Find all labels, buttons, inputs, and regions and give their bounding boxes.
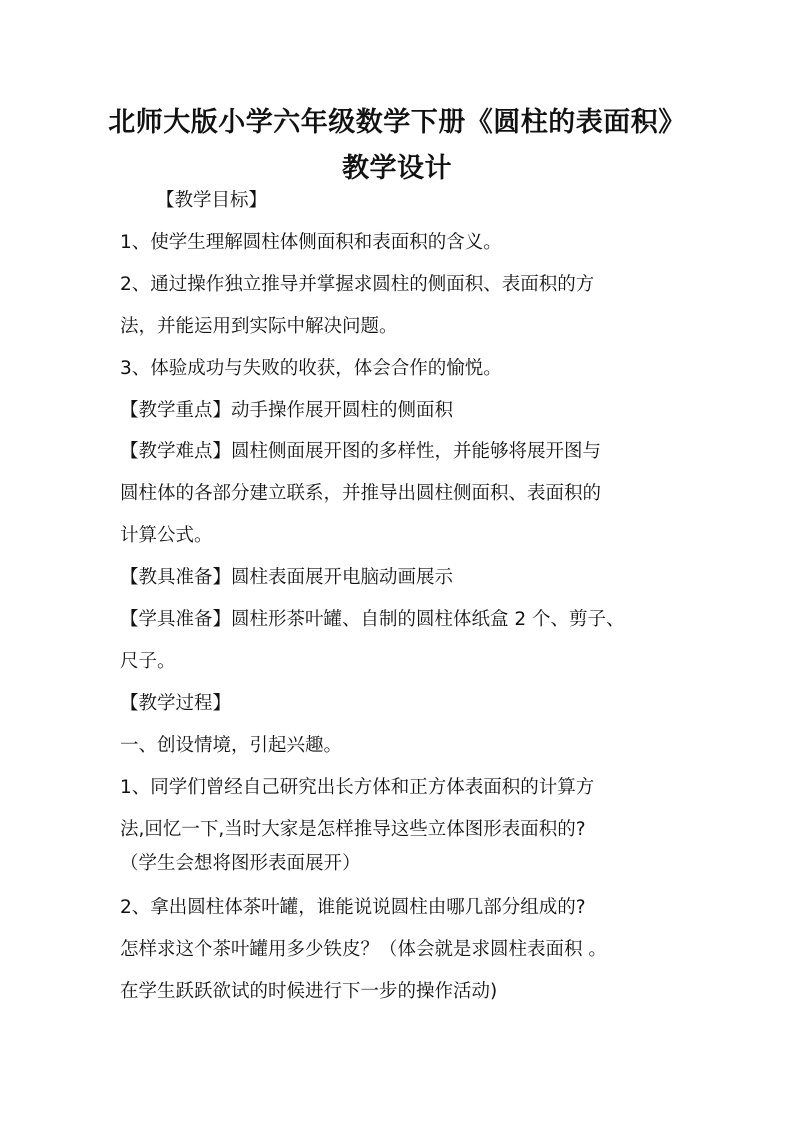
heading-teaching-process: 【教学过程】	[120, 693, 232, 714]
objective-1: 1、使学生理解圆柱体侧面积和表面积的含义。	[120, 232, 502, 253]
objective-3: 3、体验成功与失败的收获，体会合作的愉悦。	[120, 358, 502, 379]
process-item-1-line-1: 1、同学们曾经自己研究出长方体和正方体表面积的计算方	[120, 777, 595, 798]
teaching-difficulty-line-3: 计算公式。	[120, 525, 213, 546]
process-item-2-line-2: 怎样求这个茶叶罐用多少铁皮？（体会就是求圆柱表面积 。	[120, 939, 607, 960]
teaching-difficulty-line-2: 圆柱体的各部分建立联系，并推导出圆柱侧面积、表面积的	[120, 483, 602, 504]
document-title-line-1: 北师大版小学六年级数学下册《圆柱的表面积》	[108, 107, 686, 138]
teaching-aids: 【教具准备】圆柱表面展开电脑动画展示	[120, 567, 454, 588]
teaching-key-point: 【教学重点】动手操作展开圆柱的侧面积	[120, 400, 454, 421]
process-item-2-line-1: 2、拿出圆柱体茶叶罐，谁能说说圆柱由哪几部分组成的?	[120, 897, 586, 918]
heading-teaching-objectives: 【教学目标】	[156, 190, 268, 211]
objective-2-line-1: 2、通过操作独立推导并掌握求圆柱的侧面积、表面积的方	[120, 274, 595, 295]
process-item-1-line-2: 法,回忆一下,当时大家是怎样推导这些立体图形表面积的?	[120, 819, 586, 840]
objective-2-line-2: 法，并能运用到实际中解决问题。	[120, 316, 398, 337]
learning-aids-line-1: 【学具准备】圆柱形茶叶罐、自制的圆柱体纸盒 2 个、剪子、	[120, 609, 625, 630]
section-1-heading: 一、创设情境，引起兴趣。	[120, 735, 343, 756]
learning-aids-line-2: 尺子。	[120, 651, 176, 672]
process-item-2-line-3: 在学生跃跃欲试的时候进行下一步的操作活动)	[120, 981, 498, 1002]
process-item-1-line-3: （学生会想将图形表面展开）	[120, 853, 361, 874]
teaching-difficulty-line-1: 【教学难点】圆柱侧面展开图的多样性，并能够将展开图与	[120, 441, 602, 462]
document-title-line-2: 教学设计	[342, 153, 452, 184]
